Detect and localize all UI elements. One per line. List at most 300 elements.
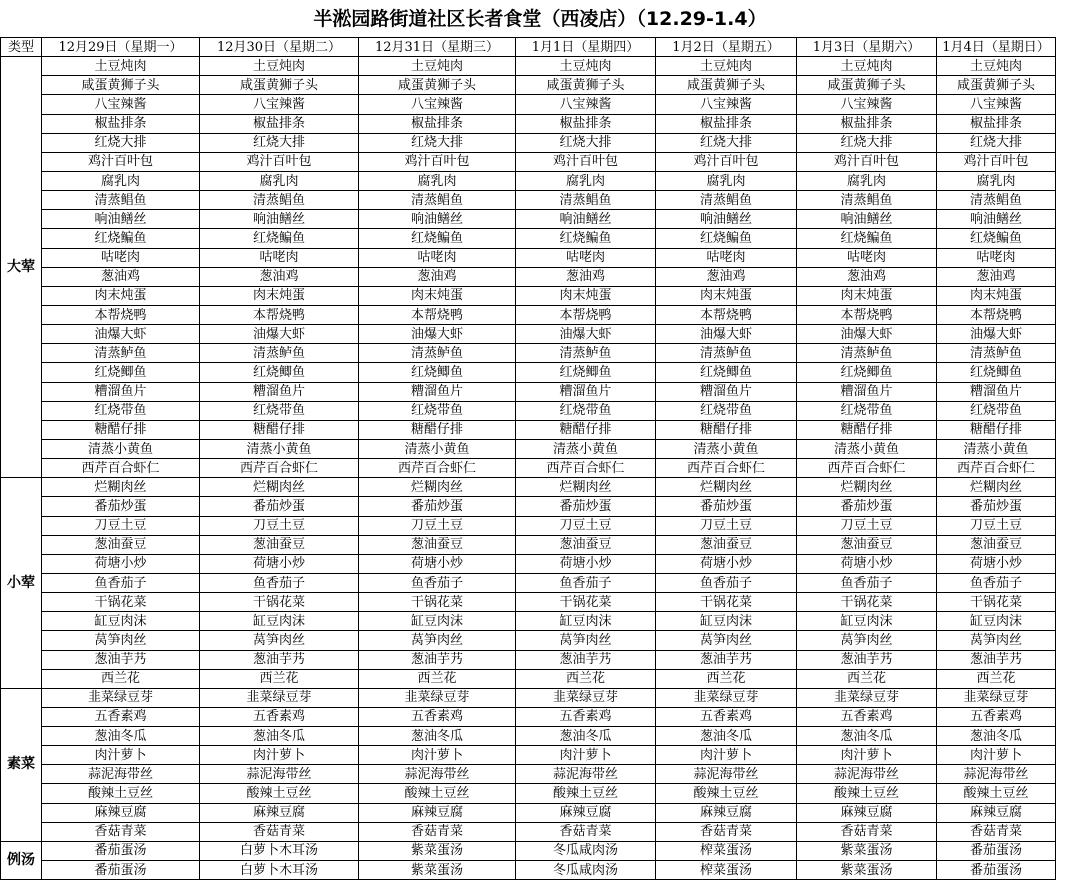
dish-cell: 葱油芋艿 — [42, 650, 200, 669]
table-row — [1, 650, 1056, 669]
dish-cell: 清蒸小黄鱼 — [937, 439, 1056, 458]
dish-cell: 肉汁萝卜 — [200, 746, 359, 765]
dish-cell: 糟溜鱼片 — [200, 382, 359, 401]
table-row — [1, 784, 1056, 803]
dish-cell: 香菇青菜 — [359, 822, 516, 841]
dish-cell: 葱油蚕豆 — [656, 535, 797, 554]
dish-cell: 西芹百合虾仁 — [656, 459, 797, 478]
category-cell: 素菜 — [1, 688, 42, 841]
dish-cell: 西兰花 — [42, 669, 200, 688]
dish-cell: 葱油鸡 — [516, 267, 656, 286]
dish-cell: 葱油芋艿 — [937, 650, 1056, 669]
dish-cell: 刀豆土豆 — [797, 516, 937, 535]
table-row — [1, 669, 1056, 688]
dish-cell: 香菇青菜 — [797, 822, 937, 841]
table-row — [1, 478, 1056, 497]
dish-cell: 刀豆土豆 — [656, 516, 797, 535]
dish-cell: 腐乳肉 — [797, 171, 937, 190]
dish-cell: 八宝辣酱 — [516, 95, 656, 114]
table-row — [1, 401, 1056, 420]
table-row — [1, 535, 1056, 554]
dish-cell: 糖醋仔排 — [797, 420, 937, 439]
dish-cell: 红烧带鱼 — [200, 401, 359, 420]
dish-cell: 红烧鲫鱼 — [937, 363, 1056, 382]
dish-cell: 本帮烧鸭 — [200, 305, 359, 324]
dish-cell: 红烧带鱼 — [42, 401, 200, 420]
dish-cell: 烂糊肉丝 — [797, 478, 937, 497]
table-row — [1, 95, 1056, 114]
column-header-day: 12月29日（星期一） — [42, 38, 200, 57]
table-row — [1, 152, 1056, 171]
dish-cell: 西芹百合虾仁 — [200, 459, 359, 478]
dish-cell: 西芹百合虾仁 — [42, 459, 200, 478]
dish-cell: 清蒸鲈鱼 — [359, 344, 516, 363]
dish-cell: 韭菜绿豆芽 — [359, 688, 516, 707]
column-header-day: 1月2日（星期五） — [656, 38, 797, 57]
dish-cell: 咕咾肉 — [797, 248, 937, 267]
dish-cell: 红烧鳊鱼 — [200, 229, 359, 248]
dish-cell: 本帮烧鸭 — [656, 305, 797, 324]
dish-cell: 莴笋肉丝 — [797, 631, 937, 650]
column-header-day: 1月3日（星期六） — [797, 38, 937, 57]
dish-cell: 肉汁萝卜 — [42, 746, 200, 765]
dish-cell: 烂糊肉丝 — [359, 478, 516, 497]
dish-cell: 麻辣豆腐 — [359, 803, 516, 822]
category-cell: 例汤 — [1, 841, 42, 879]
dish-cell: 冬瓜咸肉汤 — [516, 861, 656, 880]
dish-cell: 韭菜绿豆芽 — [42, 688, 200, 707]
dish-cell: 荷塘小炒 — [42, 554, 200, 573]
dish-cell: 莴笋肉丝 — [42, 631, 200, 650]
dish-cell: 红烧鳊鱼 — [359, 229, 516, 248]
dish-cell: 葱油鸡 — [200, 267, 359, 286]
dish-cell: 鱼香茄子 — [656, 573, 797, 592]
dish-cell: 烂糊肉丝 — [516, 478, 656, 497]
dish-cell: 响油鳝丝 — [656, 210, 797, 229]
dish-cell: 蒜泥海带丝 — [516, 765, 656, 784]
dish-cell: 肉末炖蛋 — [656, 286, 797, 305]
dish-cell: 葱油芋艿 — [359, 650, 516, 669]
table-row — [1, 593, 1056, 612]
dish-cell: 清蒸小黄鱼 — [42, 439, 200, 458]
dish-cell: 红烧鳊鱼 — [937, 229, 1056, 248]
dish-cell: 椒盐排条 — [516, 114, 656, 133]
dish-cell: 咸蛋黄狮子头 — [359, 76, 516, 95]
table-row — [1, 612, 1056, 631]
dish-cell: 红烧鲫鱼 — [42, 363, 200, 382]
column-header-day: 1月1日（星期四） — [516, 38, 656, 57]
dish-cell: 五香素鸡 — [797, 707, 937, 726]
table-row — [1, 363, 1056, 382]
dish-cell: 糟溜鱼片 — [797, 382, 937, 401]
dish-cell: 麻辣豆腐 — [42, 803, 200, 822]
dish-cell: 腐乳肉 — [656, 171, 797, 190]
dish-cell: 清蒸小黄鱼 — [797, 439, 937, 458]
dish-cell: 红烧鲫鱼 — [516, 363, 656, 382]
dish-cell: 番茄炒蛋 — [797, 497, 937, 516]
dish-cell: 缸豆肉沫 — [937, 612, 1056, 631]
dish-cell: 糖醋仔排 — [200, 420, 359, 439]
table-row — [1, 248, 1056, 267]
dish-cell: 莴笋肉丝 — [359, 631, 516, 650]
dish-cell: 葱油冬瓜 — [797, 727, 937, 746]
dish-cell: 缸豆肉沫 — [359, 612, 516, 631]
table-row — [1, 420, 1056, 439]
dish-cell: 鱼香茄子 — [937, 573, 1056, 592]
dish-cell: 鸡汁百叶包 — [656, 152, 797, 171]
dish-cell: 响油鳝丝 — [937, 210, 1056, 229]
dish-cell: 葱油冬瓜 — [516, 727, 656, 746]
table-row — [1, 822, 1056, 841]
dish-cell: 咸蛋黄狮子头 — [516, 76, 656, 95]
dish-cell: 葱油冬瓜 — [937, 727, 1056, 746]
dish-cell: 八宝辣酱 — [200, 95, 359, 114]
dish-cell: 油爆大虾 — [516, 325, 656, 344]
dish-cell: 鸡汁百叶包 — [200, 152, 359, 171]
dish-cell: 腐乳肉 — [42, 171, 200, 190]
dish-cell: 响油鳝丝 — [359, 210, 516, 229]
dish-cell: 干锅花菜 — [516, 593, 656, 612]
dish-cell: 鱼香茄子 — [42, 573, 200, 592]
table-row — [1, 133, 1056, 152]
dish-cell: 鸡汁百叶包 — [937, 152, 1056, 171]
dish-cell: 油爆大虾 — [200, 325, 359, 344]
dish-cell: 椒盐排条 — [200, 114, 359, 133]
dish-cell: 咕咾肉 — [200, 248, 359, 267]
dish-cell: 葱油冬瓜 — [656, 727, 797, 746]
dish-cell: 麻辣豆腐 — [516, 803, 656, 822]
dish-cell: 土豆炖肉 — [656, 57, 797, 76]
dish-cell: 红烧带鱼 — [937, 401, 1056, 420]
dish-cell: 清蒸小黄鱼 — [516, 439, 656, 458]
dish-cell: 蒜泥海带丝 — [359, 765, 516, 784]
dish-cell: 咕咾肉 — [42, 248, 200, 267]
dish-cell: 刀豆土豆 — [200, 516, 359, 535]
dish-cell: 肉末炖蛋 — [797, 286, 937, 305]
dish-cell: 咕咾肉 — [937, 248, 1056, 267]
dish-cell: 鱼香茄子 — [359, 573, 516, 592]
table-row — [1, 727, 1056, 746]
dish-cell: 西兰花 — [516, 669, 656, 688]
dish-cell: 糟溜鱼片 — [516, 382, 656, 401]
dish-cell: 咸蛋黄狮子头 — [937, 76, 1056, 95]
dish-cell: 椒盐排条 — [656, 114, 797, 133]
dish-cell: 刀豆土豆 — [516, 516, 656, 535]
dish-cell: 椒盐排条 — [42, 114, 200, 133]
dish-cell: 肉末炖蛋 — [200, 286, 359, 305]
dish-cell: 油爆大虾 — [656, 325, 797, 344]
dish-cell: 清蒸鲈鱼 — [937, 344, 1056, 363]
dish-cell: 清蒸鲳鱼 — [797, 191, 937, 210]
dish-cell: 肉末炖蛋 — [516, 286, 656, 305]
dish-cell: 土豆炖肉 — [200, 57, 359, 76]
dish-cell: 清蒸鲈鱼 — [200, 344, 359, 363]
dish-cell: 酸辣土豆丝 — [359, 784, 516, 803]
table-row — [1, 516, 1056, 535]
dish-cell: 酸辣土豆丝 — [42, 784, 200, 803]
dish-cell: 土豆炖肉 — [937, 57, 1056, 76]
dish-cell: 番茄蛋汤 — [937, 861, 1056, 880]
dish-cell: 椒盐排条 — [797, 114, 937, 133]
dish-cell: 韭菜绿豆芽 — [797, 688, 937, 707]
dish-cell: 烂糊肉丝 — [200, 478, 359, 497]
dish-cell: 番茄炒蛋 — [516, 497, 656, 516]
dish-cell: 缸豆肉沫 — [200, 612, 359, 631]
dish-cell: 响油鳝丝 — [797, 210, 937, 229]
dish-cell: 葱油冬瓜 — [200, 727, 359, 746]
dish-cell: 西兰花 — [200, 669, 359, 688]
dish-cell: 烂糊肉丝 — [42, 478, 200, 497]
dish-cell: 红烧鳊鱼 — [797, 229, 937, 248]
dish-cell: 番茄炒蛋 — [359, 497, 516, 516]
dish-cell: 西芹百合虾仁 — [937, 459, 1056, 478]
dish-cell: 紫菜蛋汤 — [797, 841, 937, 860]
dish-cell: 油爆大虾 — [937, 325, 1056, 344]
dish-cell: 莴笋肉丝 — [516, 631, 656, 650]
dish-cell: 清蒸小黄鱼 — [200, 439, 359, 458]
dish-cell: 肉末炖蛋 — [42, 286, 200, 305]
dish-cell: 荷塘小炒 — [797, 554, 937, 573]
dish-cell: 糟溜鱼片 — [656, 382, 797, 401]
dish-cell: 缸豆肉沫 — [797, 612, 937, 631]
dish-cell: 油爆大虾 — [42, 325, 200, 344]
dish-cell: 麻辣豆腐 — [200, 803, 359, 822]
dish-cell: 清蒸鲈鱼 — [516, 344, 656, 363]
dish-cell: 番茄炒蛋 — [656, 497, 797, 516]
dish-cell: 香菇青菜 — [656, 822, 797, 841]
dish-cell: 酸辣土豆丝 — [516, 784, 656, 803]
table-row — [1, 57, 1056, 76]
dish-cell: 五香素鸡 — [200, 707, 359, 726]
dish-cell: 红烧大排 — [359, 133, 516, 152]
dish-cell: 肉末炖蛋 — [937, 286, 1056, 305]
dish-cell: 番茄炒蛋 — [200, 497, 359, 516]
dish-cell: 清蒸鲈鱼 — [797, 344, 937, 363]
dish-cell: 红烧带鱼 — [797, 401, 937, 420]
dish-cell: 糟溜鱼片 — [359, 382, 516, 401]
dish-cell: 紫菜蛋汤 — [359, 841, 516, 860]
dish-cell: 八宝辣酱 — [42, 95, 200, 114]
dish-cell: 香菇青菜 — [516, 822, 656, 841]
dish-cell: 糖醋仔排 — [516, 420, 656, 439]
dish-cell: 清蒸小黄鱼 — [359, 439, 516, 458]
dish-cell: 肉汁萝卜 — [516, 746, 656, 765]
table-row — [1, 171, 1056, 190]
dish-cell: 咸蛋黄狮子头 — [42, 76, 200, 95]
dish-cell: 咕咾肉 — [359, 248, 516, 267]
table-row — [1, 210, 1056, 229]
table-row — [1, 573, 1056, 592]
dish-cell: 鸡汁百叶包 — [516, 152, 656, 171]
dish-cell: 酸辣土豆丝 — [937, 784, 1056, 803]
dish-cell: 番茄炒蛋 — [937, 497, 1056, 516]
dish-cell: 葱油蚕豆 — [937, 535, 1056, 554]
dish-cell: 鱼香茄子 — [797, 573, 937, 592]
dish-cell: 白萝卜木耳汤 — [200, 861, 359, 880]
table-row — [1, 841, 1056, 860]
dish-cell: 酸辣土豆丝 — [656, 784, 797, 803]
dish-cell: 麻辣豆腐 — [937, 803, 1056, 822]
dish-cell: 咕咾肉 — [656, 248, 797, 267]
dish-cell: 荷塘小炒 — [359, 554, 516, 573]
dish-cell: 榨菜蛋汤 — [656, 861, 797, 880]
dish-cell: 红烧鲫鱼 — [200, 363, 359, 382]
dish-cell: 本帮烧鸭 — [359, 305, 516, 324]
table-row — [1, 497, 1056, 516]
dish-cell: 荷塘小炒 — [937, 554, 1056, 573]
dish-cell: 肉汁萝卜 — [937, 746, 1056, 765]
dish-cell: 红烧鲫鱼 — [797, 363, 937, 382]
table-row — [1, 76, 1056, 95]
dish-cell: 红烧鲫鱼 — [656, 363, 797, 382]
dish-cell: 鸡汁百叶包 — [359, 152, 516, 171]
dish-cell: 咸蛋黄狮子头 — [797, 76, 937, 95]
dish-cell: 葱油冬瓜 — [359, 727, 516, 746]
dish-cell: 干锅花菜 — [797, 593, 937, 612]
table-row — [1, 344, 1056, 363]
dish-cell: 清蒸鲳鱼 — [516, 191, 656, 210]
dish-cell: 葱油蚕豆 — [359, 535, 516, 554]
dish-cell: 韭菜绿豆芽 — [937, 688, 1056, 707]
dish-cell: 白萝卜木耳汤 — [200, 841, 359, 860]
dish-cell: 紫菜蛋汤 — [797, 861, 937, 880]
dish-cell: 红烧带鱼 — [656, 401, 797, 420]
dish-cell: 韭菜绿豆芽 — [656, 688, 797, 707]
dish-cell: 糟溜鱼片 — [937, 382, 1056, 401]
dish-cell: 糟溜鱼片 — [42, 382, 200, 401]
dish-cell: 腐乳肉 — [359, 171, 516, 190]
table-row — [1, 286, 1056, 305]
dish-cell: 蒜泥海带丝 — [42, 765, 200, 784]
dish-cell: 葱油冬瓜 — [42, 727, 200, 746]
table-row — [1, 554, 1056, 573]
dish-cell: 红烧大排 — [656, 133, 797, 152]
dish-cell: 榨菜蛋汤 — [656, 841, 797, 860]
dish-cell: 腐乳肉 — [516, 171, 656, 190]
dish-cell: 葱油蚕豆 — [200, 535, 359, 554]
dish-cell: 红烧大排 — [797, 133, 937, 152]
dish-cell: 荷塘小炒 — [656, 554, 797, 573]
dish-cell: 清蒸鲈鱼 — [42, 344, 200, 363]
dish-cell: 五香素鸡 — [42, 707, 200, 726]
table-row — [1, 765, 1056, 784]
dish-cell: 红烧鳊鱼 — [516, 229, 656, 248]
dish-cell: 肉汁萝卜 — [359, 746, 516, 765]
dish-cell: 葱油蚕豆 — [42, 535, 200, 554]
category-cell: 大荤 — [1, 57, 42, 478]
column-header-day: 1月4日（星期日） — [937, 38, 1056, 57]
dish-cell: 鱼香茄子 — [516, 573, 656, 592]
dish-cell: 冬瓜咸肉汤 — [516, 841, 656, 860]
dish-cell: 麻辣豆腐 — [797, 803, 937, 822]
dish-cell: 红烧大排 — [937, 133, 1056, 152]
table-row — [1, 861, 1056, 880]
dish-cell: 香菇青菜 — [937, 822, 1056, 841]
dish-cell: 莴笋肉丝 — [937, 631, 1056, 650]
table-row — [1, 267, 1056, 286]
dish-cell: 葱油芋艿 — [200, 650, 359, 669]
dish-cell: 椒盐排条 — [937, 114, 1056, 133]
dish-cell: 缸豆肉沫 — [42, 612, 200, 631]
dish-cell: 刀豆土豆 — [42, 516, 200, 535]
dish-cell: 腐乳肉 — [200, 171, 359, 190]
dish-cell: 西兰花 — [797, 669, 937, 688]
dish-cell: 莴笋肉丝 — [656, 631, 797, 650]
dish-cell: 番茄蛋汤 — [42, 861, 200, 880]
dish-cell: 酸辣土豆丝 — [797, 784, 937, 803]
dish-cell: 本帮烧鸭 — [42, 305, 200, 324]
dish-cell: 红烧带鱼 — [359, 401, 516, 420]
table-row — [1, 382, 1056, 401]
dish-cell: 本帮烧鸭 — [937, 305, 1056, 324]
dish-cell: 蒜泥海带丝 — [200, 765, 359, 784]
dish-cell: 蒜泥海带丝 — [656, 765, 797, 784]
dish-cell: 清蒸鲳鱼 — [42, 191, 200, 210]
column-header-day: 12月30日（星期二） — [200, 38, 359, 57]
dish-cell: 油爆大虾 — [359, 325, 516, 344]
table-row — [1, 707, 1056, 726]
dish-cell: 红烧鳊鱼 — [656, 229, 797, 248]
column-header-day: 12月31日（星期三） — [359, 38, 516, 57]
dish-cell: 清蒸鲳鱼 — [937, 191, 1056, 210]
dish-cell: 咕咾肉 — [516, 248, 656, 267]
dish-cell: 土豆炖肉 — [42, 57, 200, 76]
dish-cell: 韭菜绿豆芽 — [200, 688, 359, 707]
table-row — [1, 191, 1056, 210]
dish-cell: 葱油鸡 — [656, 267, 797, 286]
dish-cell: 红烧大排 — [42, 133, 200, 152]
dish-cell: 红烧大排 — [200, 133, 359, 152]
dish-cell: 西芹百合虾仁 — [797, 459, 937, 478]
dish-cell: 鸡汁百叶包 — [797, 152, 937, 171]
dish-cell: 缸豆肉沫 — [656, 612, 797, 631]
dish-cell: 肉汁萝卜 — [656, 746, 797, 765]
dish-cell: 清蒸小黄鱼 — [656, 439, 797, 458]
dish-cell: 蒜泥海带丝 — [937, 765, 1056, 784]
dish-cell: 鱼香茄子 — [200, 573, 359, 592]
dish-cell: 西芹百合虾仁 — [359, 459, 516, 478]
dish-cell: 八宝辣酱 — [937, 95, 1056, 114]
dish-cell: 八宝辣酱 — [359, 95, 516, 114]
dish-cell: 土豆炖肉 — [797, 57, 937, 76]
page-title: 半淞园路街道社区长者食堂（西凌店）（12.29-1.4） — [313, 8, 767, 30]
dish-cell: 紫菜蛋汤 — [359, 861, 516, 880]
dish-cell: 葱油蚕豆 — [797, 535, 937, 554]
dish-cell: 香菇青菜 — [200, 822, 359, 841]
dish-cell: 葱油鸡 — [797, 267, 937, 286]
dish-cell: 番茄蛋汤 — [937, 841, 1056, 860]
dish-cell: 五香素鸡 — [516, 707, 656, 726]
dish-cell: 咸蛋黄狮子头 — [656, 76, 797, 95]
dish-cell: 葱油鸡 — [359, 267, 516, 286]
dish-cell: 干锅花菜 — [359, 593, 516, 612]
column-header-type: 类型 — [1, 38, 42, 57]
dish-cell: 西芹百合虾仁 — [516, 459, 656, 478]
menu-table — [0, 37, 1056, 880]
dish-cell: 清蒸鲈鱼 — [656, 344, 797, 363]
dish-cell: 响油鳝丝 — [42, 210, 200, 229]
dish-cell: 葱油鸡 — [937, 267, 1056, 286]
dish-cell: 香菇青菜 — [42, 822, 200, 841]
dish-cell: 腐乳肉 — [937, 171, 1056, 190]
dish-cell: 清蒸鲳鱼 — [656, 191, 797, 210]
header-row — [1, 38, 1056, 57]
dish-cell: 八宝辣酱 — [797, 95, 937, 114]
dish-cell: 清蒸鲳鱼 — [200, 191, 359, 210]
table-row — [1, 305, 1056, 324]
dish-cell: 肉汁萝卜 — [797, 746, 937, 765]
dish-cell: 蒜泥海带丝 — [797, 765, 937, 784]
